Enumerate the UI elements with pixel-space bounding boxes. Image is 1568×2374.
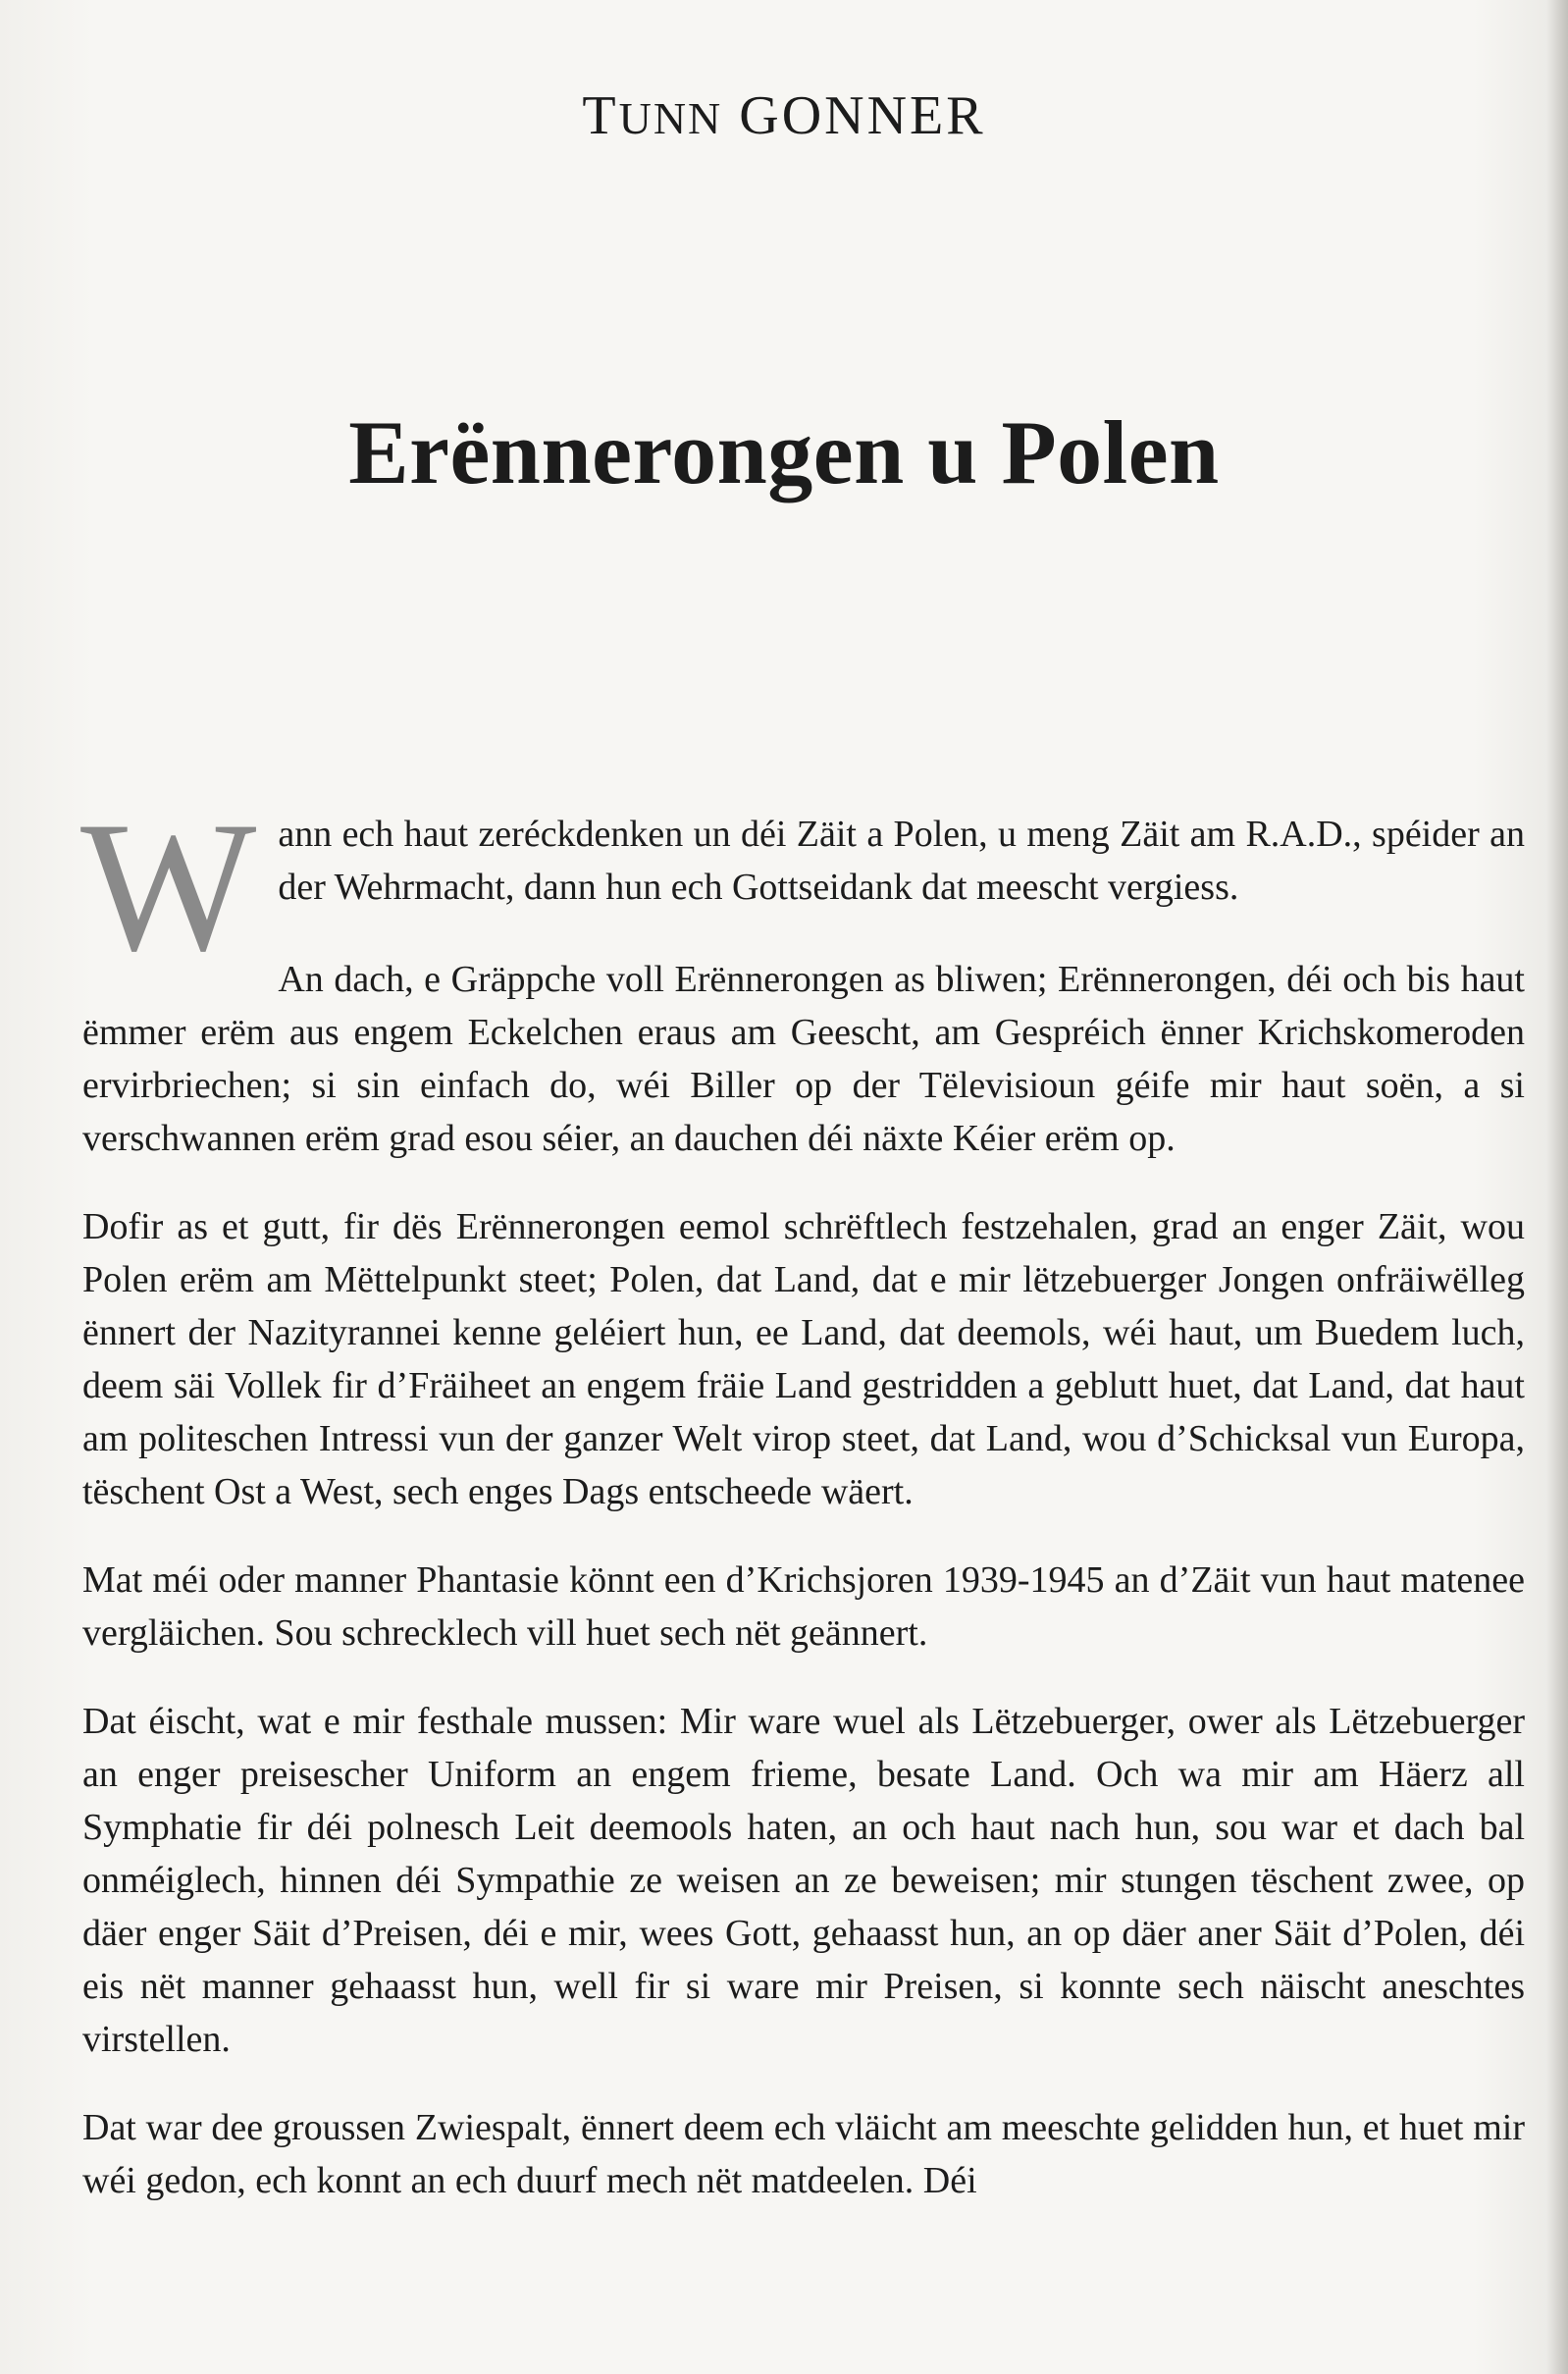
author-name (0, 84, 1568, 147)
paragraph-4: Mat méi oder manner Phantasie könnt een d’Krichsjoren 1939-1945 an d’Zäit vun haut matenee vergläichen. Sou schrecklech vill huet sech nët geännert. (82, 1559, 1525, 1654)
paragraph-1 (80, 784, 1525, 990)
drop-cap: W (80, 784, 257, 990)
page-edge-shadow (1546, 0, 1568, 2374)
body-text (80, 784, 1525, 2242)
author-first-rest: UNN (618, 93, 723, 143)
paragraph-5: Dat éischt, wat e mir festhale mussen: Mir ware wuel als Lëtzebuerger, ower als Lëtzebuerger an enger preisescher Uniform an engem frieme, besate Land. Och wa mir am Häerz all Symphatie fir déi polnesch Leit deemools haten, an och haut nach hun, sou war et dach bal onméiglech, hinnen déi Sympathie ze weisen an ze beweisen; mir stungen tëschent zwee, op däer enger Säit d’Preisen, déi e mir, wees Gott, gehaasst hun, an op däer aner Säit d’Polen, déi eis nët manner gehaasst hun, well fir si ware mir Preisen, si konnte sech näischt aneschtes virstellen. (82, 1701, 1525, 2060)
author-first-initial: T (582, 85, 619, 146)
paragraph-6: Dat war dee groussen Zwiespalt, ënnert deem ech vläicht am meeschte gelidden hun, et huet mir wéi gedon, ech konnt an ech duurf mech nët matdeelen. Déi (82, 2107, 1525, 2201)
author-last-name: GONNER (739, 85, 986, 146)
paragraph-2: An dach, e Gräppche voll Erënnerongen as bliwen; Erënnerongen, déi och bis haut ëmmer erëm aus engem Eckelchen eraus am Geescht, am Gespréich ënner Krichskomeroden ervirbriechen; si sin einfach do, wéi Biller op der Tëlevisioun géife mir haut soën, a si verschwannen erëm grad esou séier, an dauchen déi näxte Kéier erëm op. (82, 959, 1525, 1159)
paragraph-3: Dofir as et gutt, fir dës Erënnerongen eemol schrëftlech festzehalen, grad an enger Zäit, wou Polen erëm am Mëttelpunkt steet; Polen, dat Land, dat e mir lëtzebuerger Jongen onfräiwëlleg ënnert der Nazityrannei kenne geléiert hun, ee Land, dat deemols, wéi haut, um Buedem luch, deem säi Vollek fir d’Fräiheet an engem fräie Land gestridden a geblutt huet, dat Land, dat haut am politeschen Intressi vun der ganzer Welt virop steet, dat Land, wou d’Schicksal vun Europa, tëschent Ost a West, sech enges Dags entscheede wäert. (82, 1206, 1525, 1512)
chapter-title: Erënnerongen u Polen (348, 402, 1220, 502)
paragraph-1-text: ann ech haut zeréckdenken un déi Zäit a Polen, u meng Zäit am R.A.D., spéider an der Wehrmacht, dann hun ech Gottseidank dat meescht vergiess. (278, 814, 1525, 908)
